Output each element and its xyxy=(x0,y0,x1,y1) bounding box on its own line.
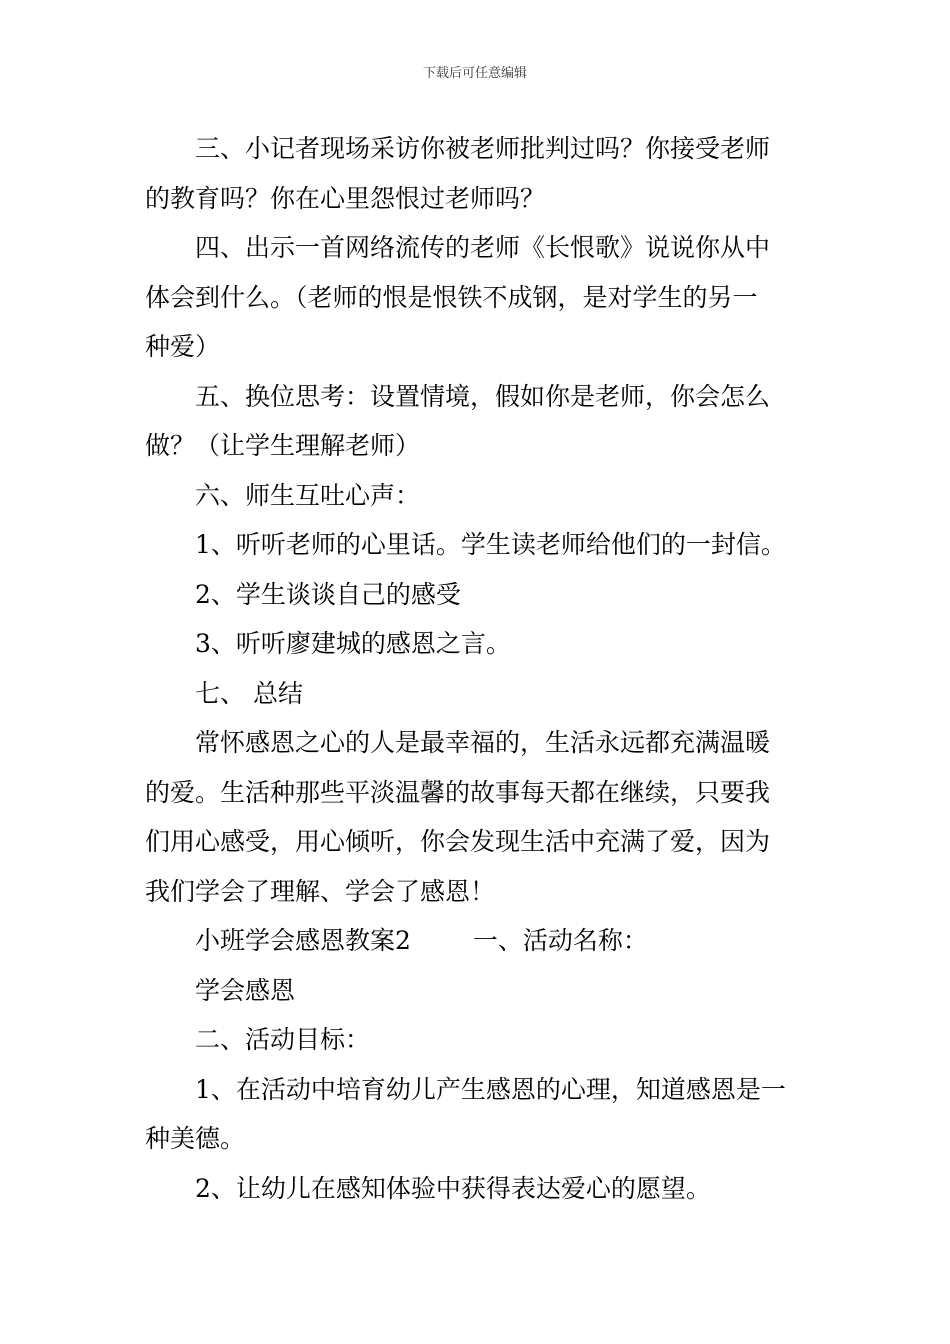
list-item xyxy=(145,619,809,669)
text-line: 二、活动目标： xyxy=(195,1025,371,1054)
text-line: 做？（让学生理解老师） xyxy=(145,431,421,460)
document-body xyxy=(145,124,809,1213)
text-line: 常怀感恩之心的人是最幸福的，生活永远都充满温暖 xyxy=(195,728,771,757)
text-line: 体会到什么。（老师的恨是恨铁不成钢，是对学生的另一 xyxy=(145,282,758,312)
text-line: 五、换位思考：设置情境，假如你是老师，你会怎么 xyxy=(195,381,771,411)
section-title-line xyxy=(145,916,809,966)
text-line: 3、听听廖建城的感恩之言。 xyxy=(195,629,511,658)
text-line: 六、师生互吐心声： xyxy=(195,480,421,510)
goal-item xyxy=(145,1164,809,1214)
paragraph-interview xyxy=(145,124,809,223)
text-line: 七、 总结 xyxy=(195,678,303,708)
text-line: 学会感恩 xyxy=(195,975,296,1005)
goal-item xyxy=(145,1065,809,1164)
list-item xyxy=(145,570,809,620)
list-item xyxy=(145,520,809,570)
text-line: 的教育吗？你在心里怨恨过老师吗？ xyxy=(145,183,546,213)
text-line: 2、让幼儿在感知体验中获得表达爱心的愿望。 xyxy=(195,1173,711,1203)
activity-name-label: 一、活动名称： xyxy=(472,926,648,955)
section-title: 小班学会感恩教案2 xyxy=(195,926,411,955)
paragraph-role-swap xyxy=(145,372,809,471)
text-line: 1、在活动中培育幼儿产生感恩的心理，知道感恩是一 xyxy=(195,1074,786,1104)
text-line: 三、小记者现场采访你被老师批判过吗？你接受老师 xyxy=(195,134,771,163)
paragraph-summary-heading xyxy=(145,669,809,719)
activity-name xyxy=(145,966,809,1016)
text-line: 1、听听老师的心里话。学生读老师给他们的一封信。 xyxy=(195,530,786,559)
text-line: 2、学生谈谈自己的感受 xyxy=(195,579,461,609)
page-header: 下载后可任意编辑 xyxy=(422,66,527,81)
text-line: 种爱） xyxy=(145,332,221,361)
text-line: 种美德。 xyxy=(145,1124,246,1153)
text-line: 四、出示一首网络流传的老师《长恨歌》说说你从中 xyxy=(195,233,771,262)
text-line: 我们学会了理解、学会了感恩！ xyxy=(145,876,496,906)
paragraph-poem xyxy=(145,223,809,372)
paragraph-heart-talk xyxy=(145,471,809,521)
text-line: 们用心感受，用心倾听，你会发现生活中充满了爱，因为 xyxy=(145,827,771,856)
paragraph-summary xyxy=(145,718,809,916)
text-line: 的爱。生活种那些平淡温馨的故事每天都在继续，只要我 xyxy=(145,777,771,807)
activity-goals-label xyxy=(145,1015,809,1065)
